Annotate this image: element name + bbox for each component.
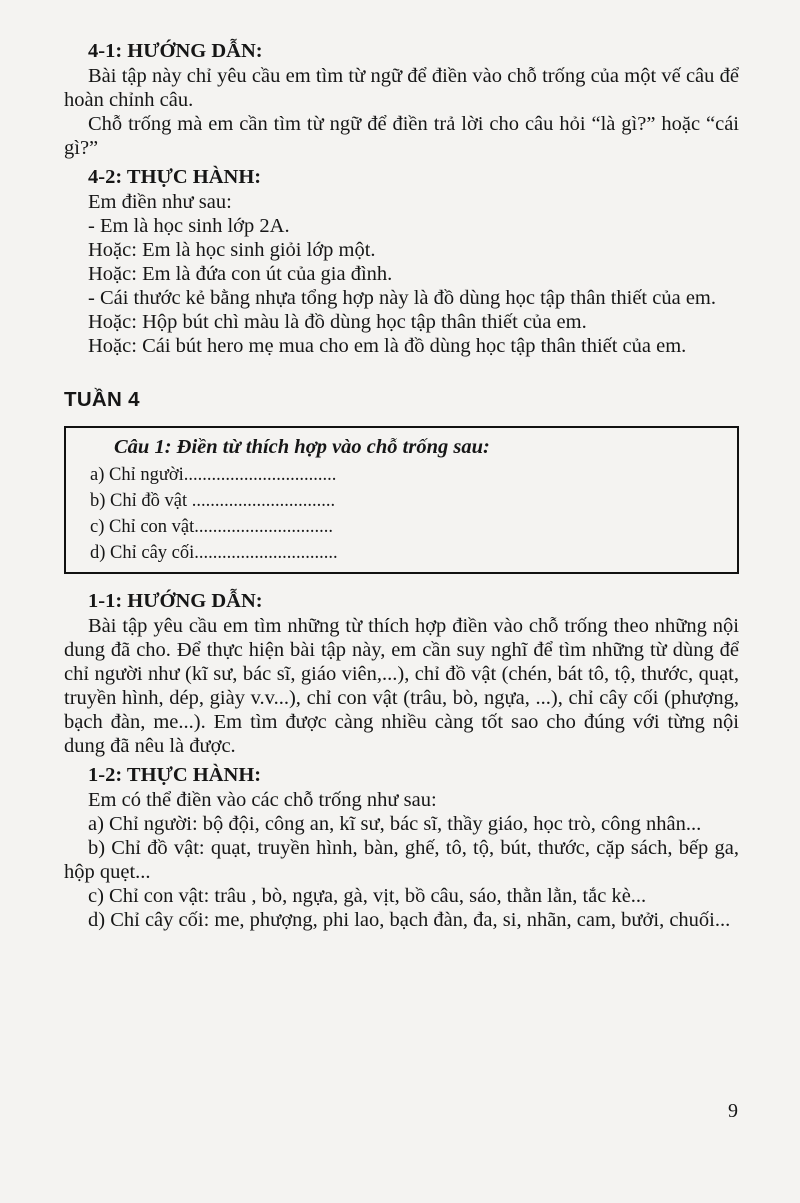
section-1-2-paragraph-4: c) Chỉ con vật: trâu , bò, ngựa, gà, vịt, bồ câu, sáo, thằn lằn, tắc kè... — [88, 885, 647, 907]
page-content — [64, 38, 739, 932]
section-4-2-title: 4-2: THỰC HÀNH: — [88, 166, 262, 188]
exercise-box — [64, 426, 739, 574]
exercise-line-b: b) Chỉ đồ vật ............................... — [90, 491, 336, 511]
section-4-2-paragraph-6: Hoặc: Hộp bút chì màu là đồ dùng học tập thân thiết của em. — [88, 311, 587, 333]
section-1-2-paragraph-1: Em có thể điền vào các chỗ trống như sau: — [88, 789, 437, 811]
exercise-line-d: d) Chỉ cây cối............................... — [90, 543, 338, 563]
page-number: 9 — [728, 1100, 738, 1122]
section-4-1-paragraph-1: Bài tập này chỉ yêu cầu em tìm từ ngữ để điền vào chỗ trống của một vế câu để hoàn chỉnh câu. — [64, 65, 739, 111]
section-1-2-title: 1-2: THỰC HÀNH: — [88, 764, 262, 786]
section-4-1-paragraph-2: Chỗ trống mà em cần tìm từ ngữ để điền trả lời cho câu hỏi “là gì?” hoặc “cái gì?” — [64, 113, 739, 159]
section-4-2-paragraph-3: Hoặc: Em là học sinh giỏi lớp một. — [88, 239, 376, 261]
section-1-1-paragraph-1: Bài tập yêu cầu em tìm những từ thích hợp điền vào chỗ trống theo những nội dung đã cho. Để thực hiện bài tập này, em cần suy nghĩ để tìm những từ dùng để chỉ người như (kĩ sư, bác sĩ, giáo viên,...), chỉ đồ vật (chén, bát tô, tộ, thước, quạt, truyền hình, dép, giày v.v...), chỉ con vật (trâu, bò, ngựa, ...), chỉ cây cối (phượng, bạch đàn, me...). Em tìm được càng nhiều càng tốt sao cho đúng với từng nội dung đã nêu là được. — [64, 615, 739, 757]
section-1-2-paragraph-5: d) Chỉ cây cối: me, phượng, phi lao, bạch đàn, đa, si, nhãn, cam, bưởi, chuối... — [88, 909, 731, 931]
section-4-1-title: 4-1: HƯỚNG DẪN: — [88, 40, 263, 62]
section-4-2-paragraph-2: - Em là học sinh lớp 2A. — [88, 215, 290, 237]
exercise-line-c: c) Chỉ con vật.............................. — [90, 517, 334, 537]
section-1-1-title: 1-1: HƯỚNG DẪN: — [88, 590, 263, 612]
exercise-line-a: a) Chỉ người................................. — [90, 465, 337, 485]
week-title: TUẦN 4 — [64, 388, 140, 411]
section-4-2-paragraph-4: Hoặc: Em là đứa con út của gia đình. — [88, 263, 393, 285]
section-4-2-paragraph-5: - Cái thước kẻ bằng nhựa tổng hợp này là đồ dùng học tập thân thiết của em. — [88, 287, 716, 309]
section-4-2-paragraph-1: Em điền như sau: — [88, 191, 232, 213]
section-1-2-paragraph-3: b) Chỉ đồ vật: quạt, truyền hình, bàn, ghế, tô, tộ, bút, thước, cặp sách, bếp ga, hộp quẹt... — [64, 837, 739, 883]
exercise-title: Câu 1: Điền từ thích hợp vào chỗ trống sau: — [114, 436, 490, 458]
section-4-2-paragraph-7: Hoặc: Cái bút hero mẹ mua cho em là đồ dùng học tập thân thiết của em. — [88, 335, 687, 357]
section-1-2-paragraph-2: a) Chỉ người: bộ đội, công an, kĩ sư, bác sĩ, thầy giáo, học trò, công nhân... — [88, 813, 702, 835]
